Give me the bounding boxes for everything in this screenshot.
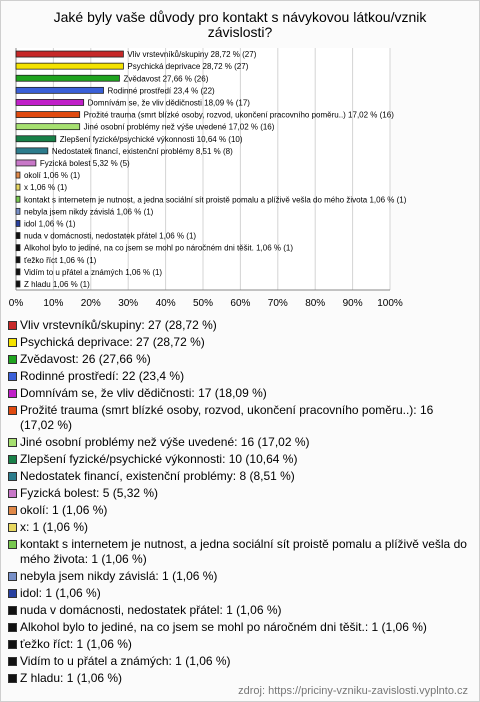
bar-data-label: Psychická deprivace 28,72 % (27) (127, 62, 249, 72)
legend-item (8, 569, 470, 584)
bar (16, 87, 104, 93)
bar (16, 136, 56, 142)
bar-data-label: Vliv vrstevníků/skupiny 28,72 % (27) (127, 50, 257, 60)
legend-label: nuda v domácnosti, nedostatek přátel: 1 (1,06 %) (20, 603, 282, 617)
bar (16, 257, 20, 263)
legend-label: Psychická deprivace: 27 (28,72 %) (20, 335, 205, 349)
source-note: zdroj: https://priciny-vzniku-zavislosti.vyplnto.cz (238, 685, 468, 697)
bar-data-label: Nedostatek financí, existenční problémy 8,51 % (8) (51, 146, 233, 156)
legend-swatch (8, 338, 17, 347)
legend-swatch (8, 321, 17, 330)
x-tick-label: 70% (267, 298, 288, 309)
bar (16, 269, 20, 275)
legend-swatch (8, 455, 17, 464)
bar (16, 51, 123, 57)
bar (16, 245, 20, 251)
legend-label: idol: 1 (1,06 %) (20, 586, 101, 600)
bar (16, 220, 20, 226)
bar (16, 233, 20, 239)
legend-item (8, 369, 470, 384)
x-tick-label: 40% (155, 298, 176, 309)
bar (16, 208, 20, 214)
x-tick-label: 100% (377, 298, 403, 309)
legend-item (8, 403, 470, 433)
bar-data-label: Prožité trauma (smrt blízké osoby, rozvod, ukončení pracovního poměru..) 17,02 % (16) (83, 110, 394, 120)
legend-swatch (8, 674, 17, 683)
bar (16, 172, 20, 178)
legend-label: Jiné osobní problémy než výše uvedené: 16 (17,02 %) (20, 435, 310, 449)
bar-data-label: Jiné osobní problémy než výše uvedené 17,02 % (16) (83, 122, 275, 132)
legend-swatch (8, 623, 17, 632)
x-tick-label: 20% (80, 298, 101, 309)
legend-item (8, 537, 470, 567)
bar (16, 160, 36, 166)
chart-title-line-2: závislosti? (207, 24, 273, 40)
x-tick-label: 30% (118, 298, 139, 309)
bar-data-label: Zvědavost 27,66 % (26) (123, 74, 209, 84)
bar-data-label: nuda v domácnosti, nedostatek přátel 1,06 % (1) (23, 231, 197, 241)
legend-swatch (8, 472, 17, 481)
bar-data-label: idol 1,06 % (1) (23, 219, 76, 229)
legend-item (8, 603, 470, 618)
bar (16, 99, 84, 105)
x-tick-label: 10% (43, 298, 64, 309)
bar-chart (0, 0, 480, 318)
chart-title-line-1: Jaké byly vaše důvody pro kontakt s návykovou látkou/vznik (53, 9, 427, 25)
legend-label: Zvědavost: 26 (27,66 %) (20, 352, 151, 366)
legend-label: nebyla jsem nikdy závislá: 1 (1,06 %) (20, 569, 218, 583)
legend-label: Vidím to u přátel a známých: 1 (1,06 %) (20, 654, 231, 668)
legend-label: Vliv vrstevníků/skupiny: 27 (28,72 %) (20, 318, 217, 332)
bar-data-label: x 1,06 % (1) (23, 183, 68, 193)
bar (16, 281, 20, 287)
legend-label: x: 1 (1,06 %) (20, 520, 89, 534)
x-tick-label: 0% (8, 298, 24, 309)
bar-data-label: kontakt s internetem je nutnost, a jedna sociální sít proistě pomalu a plíživě vešla do mého života 1,06 % (1) (23, 195, 407, 205)
legend-swatch (8, 606, 17, 615)
legend-swatch (8, 389, 17, 398)
bar-data-label: okolí 1,06 % (1) (23, 171, 80, 181)
bar (16, 112, 80, 118)
legend-label: ťežko říct: 1 (1,06 %) (20, 637, 132, 651)
legend-swatch (8, 489, 17, 498)
legend-item (8, 503, 470, 518)
legend-item (8, 486, 470, 501)
legend-item (8, 352, 470, 367)
x-tick-label: 60% (230, 298, 251, 309)
bar (16, 124, 80, 130)
legend-item (8, 586, 470, 601)
legend-item (8, 318, 470, 333)
bar-data-label: Fyzická bolest 5,32 % (5) (39, 158, 130, 168)
bar-data-label: Rodinné prostředí 23,4 % (22) (107, 86, 215, 96)
legend-item (8, 452, 470, 467)
legend-item (8, 671, 470, 686)
legend-swatch (8, 523, 17, 532)
legend-swatch (8, 355, 17, 364)
legend-swatch (8, 572, 17, 581)
bar-data-label: Vidím to u přátel a známých 1,06 % (1) (23, 267, 163, 277)
legend-item (8, 335, 470, 350)
legend-item (8, 386, 470, 401)
bar (16, 184, 20, 190)
legend-label: Fyzická bolest: 5 (5,32 %) (20, 486, 159, 500)
bar (16, 148, 48, 154)
legend-swatch (8, 540, 17, 549)
legend-item (8, 620, 470, 635)
bar-data-label: nebyla jsem nikdy závislá 1,06 % (1) (23, 207, 154, 217)
legend-swatch (8, 438, 17, 447)
legend-label: Nedostatek financí, existenční problémy: 8 (8,51 %) (20, 469, 295, 483)
legend-swatch (8, 406, 17, 415)
legend-item (8, 469, 470, 484)
legend-label: Rodinné prostředí: 22 (23,4 %) (20, 369, 185, 383)
legend-label: Z hladu: 1 (1,06 %) (20, 671, 123, 685)
legend-label: Domnívám se, že vliv dědičnosti: 17 (18,09 %) (20, 386, 267, 400)
legend-swatch (8, 506, 17, 515)
bar (16, 63, 123, 69)
bar-data-label: Z hladu 1,06 % (1) (23, 279, 90, 289)
bar-data-label: Zlepšení fyzické/psychické výkonnosti 10,64 % (10) (59, 134, 243, 144)
legend-label: Zlepšení fyzické/psychické výkonnosti: 10 (10,64 %) (20, 452, 298, 466)
bar-data-label: Domnívám se, že vliv dědičnosti 18,09 % (17) (87, 98, 250, 108)
chart-legend (8, 318, 470, 688)
legend-item (8, 654, 470, 669)
x-tick-label: 50% (192, 298, 214, 309)
bar (16, 75, 119, 81)
legend-swatch (8, 640, 17, 649)
legend-label: kontakt s internetem je nutnost, a jedna sociální sít proistě pomalu a plíživě vešla do mého života: 1 (1,06 %) (20, 537, 467, 566)
legend-item (8, 637, 470, 652)
legend-swatch (8, 657, 17, 666)
legend-label: Alkohol bylo to jediné, na co jsem se mohl po náročném dni těšit.: 1 (1,06 %) (20, 620, 427, 634)
legend-label: okolí: 1 (1,06 %) (20, 503, 108, 517)
x-tick-label: 90% (342, 298, 363, 309)
bar-data-label: ťežko říct 1,06 % (1) (23, 255, 97, 265)
legend-label: Prožité trauma (smrt blízké osoby, rozvod, ukončení pracovního poměru..): 16 (17,02 %) (20, 403, 434, 432)
legend-swatch (8, 589, 17, 598)
legend-item (8, 520, 470, 535)
legend-item (8, 435, 470, 450)
bar (16, 196, 20, 202)
bar-data-label: Alkohol bylo to jediné, na co jsem se mohl po náročném dni těšit. 1,06 % (1) (23, 243, 293, 253)
legend-swatch (8, 372, 17, 381)
x-tick-label: 80% (305, 298, 326, 309)
